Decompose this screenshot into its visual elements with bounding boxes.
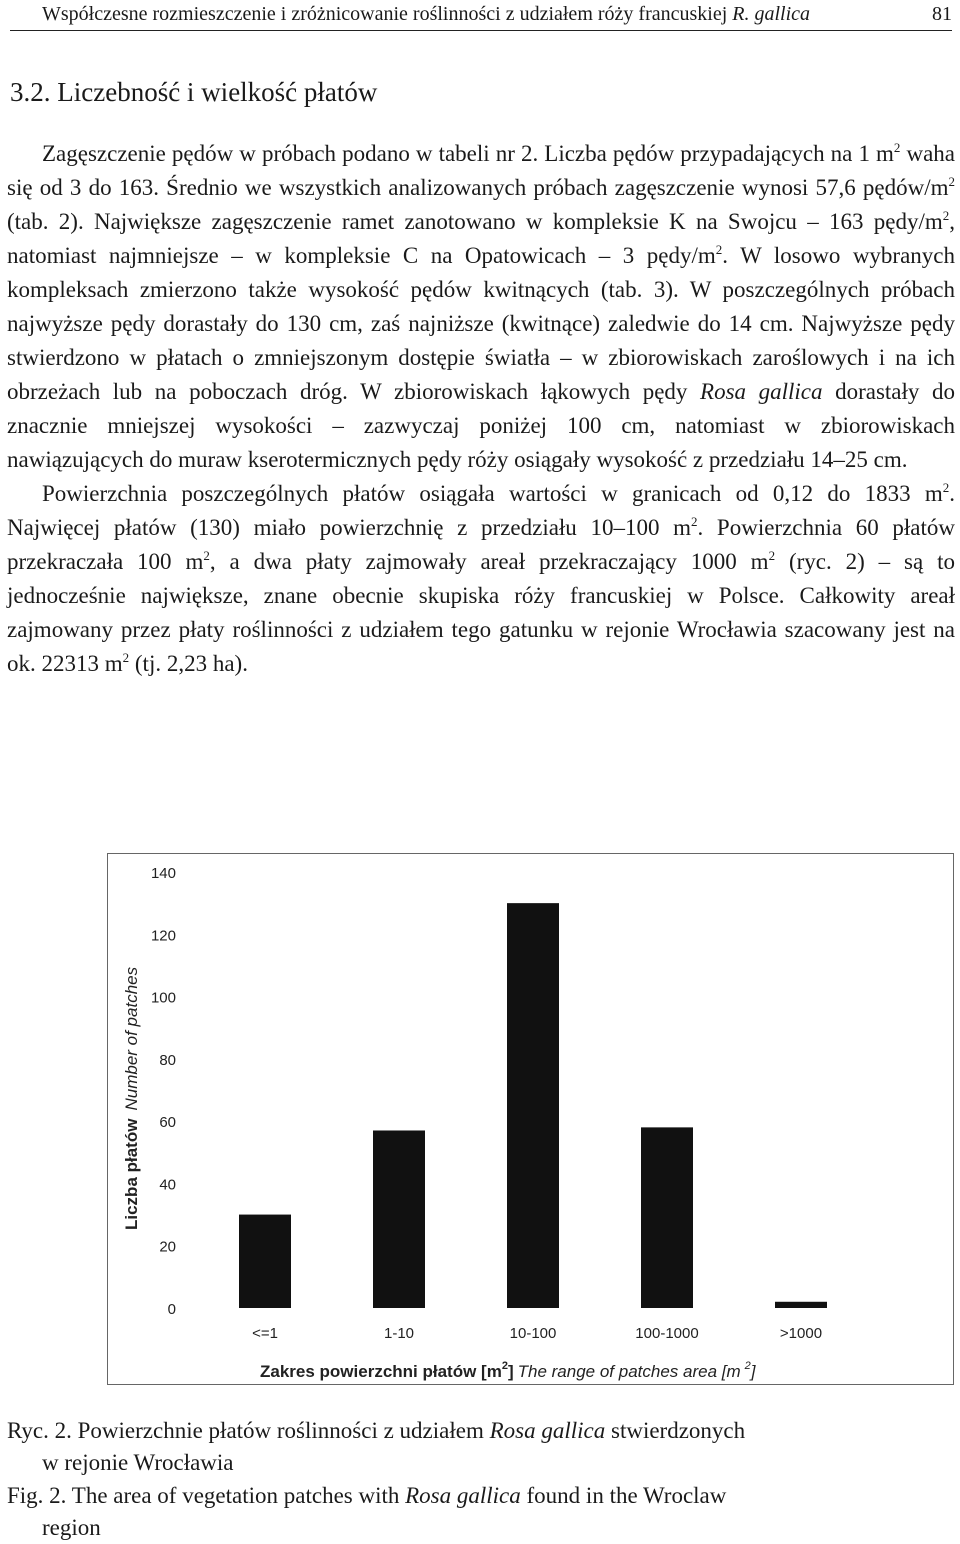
caption-en-line2: region [42,1515,101,1540]
paragraph2-text-2: . Najwięcej płatów (130) miało powierzchnię z przedziału 10–100 m [7,481,955,540]
y-tick-labels [151,865,176,1318]
bar [239,1215,291,1308]
y-tick-label: 40 [159,1176,176,1194]
x-tick-labels [252,1325,822,1342]
caption-pl-line2: w rejonie Wrocławia [42,1450,234,1475]
paragraph1-text-4: , natomiast najmniejsze – w kompleksie C na Opatowicach – 3 pędy/m [7,209,955,268]
x-axis-label [260,1360,757,1381]
paragraph-patch-area [7,477,955,681]
paragraph2-text-4: , a dwa płaty zajmowały areał przekraczający 1000 m [209,549,769,574]
bar [641,1127,693,1308]
paragraph2-text-1: Powierzchnia poszczególnych płatów osiągała wartości w granicach od 0,12 do 1833 m [42,481,943,506]
caption-en [7,1480,955,1544]
superscript: 2 [942,208,950,223]
x-axis-label-en: The range of patches area [m [517,1362,741,1381]
running-head-species: R. gallica [732,3,811,25]
superscript: 2 [691,514,698,529]
x-tick-label: 1-10 [383,1325,415,1342]
y-tick-label: 60 [159,1114,176,1132]
x-tick-label: 100-1000 [635,1325,699,1342]
paragraph-shoot-density [7,137,955,477]
paragraph2-text-5: (ryc. 2) – są to jednocześnie największe, znane obecnie skupiska róży francuskiej w Polsce. Całkowity areał zajmowany przez płaty roślinności z udziałem tego gatunku w rejonie Wrocławia szacowany jest na ok. 22313 m [7,549,955,676]
page-number: 81 [932,3,952,25]
x-axis-label-en-close: ] [750,1362,756,1381]
bar [373,1130,425,1308]
running-head-title [42,0,810,28]
section-title: 3.2. Liczebność i wielkość płatów [10,77,378,107]
paragraph1-text-3: (tab. 2). Największe zagęszczenie ramet zanotowano w kompleksie K na Swojcu – 163 pędy/m [7,209,943,234]
caption-en-text-2: found in the Wroclaw [520,1483,727,1508]
bars [239,903,827,1308]
superscript: 2 [122,650,130,665]
x-axis-label-pl-sup: 2 [501,1360,508,1372]
body-text [7,137,955,681]
caption-pl-species: Rosa gallica [489,1418,606,1443]
running-head-text: Współczesne rozmieszczenie i zróżnicowanie roślinności z udziałem róży francuskiej [42,3,733,25]
superscript: 2 [203,548,210,563]
y-tick-label: 20 [159,1238,176,1256]
x-axis-label-en-sup: 2 [744,1360,751,1372]
bar [775,1302,827,1308]
paragraph2-text-6: (tj. 2,23 ha). [129,651,248,676]
y-tick-label: 0 [167,1301,176,1318]
caption-en-line1 [7,1480,955,1512]
y-axis-label-en: Number of patches [122,966,141,1111]
superscript: 2 [893,140,901,155]
y-axis-label [122,966,141,1230]
paragraph1-text-5: . W losowo wybranych kompleksach zmierzono także wysokość pędów kwitnących (tab. 3). W poszczególnych próbach najwyższe pędy dorastały do 130 cm, zaś najniższe (kwitnące) zaledwie do 14 cm. Najwyższe pędy stwierdzono w płatach o zmniejszonym dostępie światła – w zbiorowiskach zaroślowych i na ich obrzeżach lub na poboczach dróg. W zbiorowiskach łąkowych pędy [7,243,955,404]
caption-pl-line1 [7,1415,955,1447]
caption-pl-text-2: stwierdzonych [605,1418,746,1443]
caption-en-species: Rosa gallica [405,1483,521,1508]
paragraph1-text-6: dorastały do znacznie mniejszej wysokości – zazwyczaj poniżej 100 cm, natomiast w zbiorowiskach nawiązujących do muraw kserotermicznych pędy róży osiągały wysokość z przedziału 14–25 cm. [7,379,955,472]
caption-pl-text-1: Ryc. 2. Powierzchnie płatów roślinności z udziałem [7,1418,490,1443]
x-axis-label-pl-close: ] [507,1362,514,1381]
running-head [10,0,952,31]
superscript: 2 [768,548,776,563]
y-axis-label-pl: Liczba płatów [122,1118,141,1230]
caption-pl [7,1415,955,1479]
bar [507,903,559,1308]
superscript: 2 [715,242,723,257]
y-tick-label: 80 [159,1051,176,1069]
species-name: Rosa gallica [700,379,823,404]
superscript: 2 [942,480,950,495]
bar-chart [108,854,955,1386]
paragraph1-text-1: Zagęszczenie pędów w próbach podano w tabeli nr 2. Liczba pędów przypadających na 1 m [42,141,894,166]
superscript: 2 [948,174,955,189]
y-tick-label: 120 [150,927,176,945]
x-tick-label: >1000 [779,1325,823,1342]
figure-patch-area-chart [107,853,954,1385]
x-tick-label: 10-100 [509,1325,557,1342]
caption-en-text-1: Fig. 2. The area of vegetation patches with [7,1483,406,1508]
y-tick-label: 140 [150,865,176,882]
paragraph1-text-2: waha się od 3 do 163. Średnio we wszystkich analizowanych próbach zagęszczenie wynosi 57,6 pędów/m [7,141,956,200]
x-tick-label: <=1 [252,1325,278,1342]
paragraph2-text-3: . Powierzchnia 60 płatów przekraczała 100 m [7,515,955,574]
y-tick-label: 100 [150,989,176,1007]
x-axis-label-pl: Zakres powierzchni płatów [m [260,1362,502,1381]
